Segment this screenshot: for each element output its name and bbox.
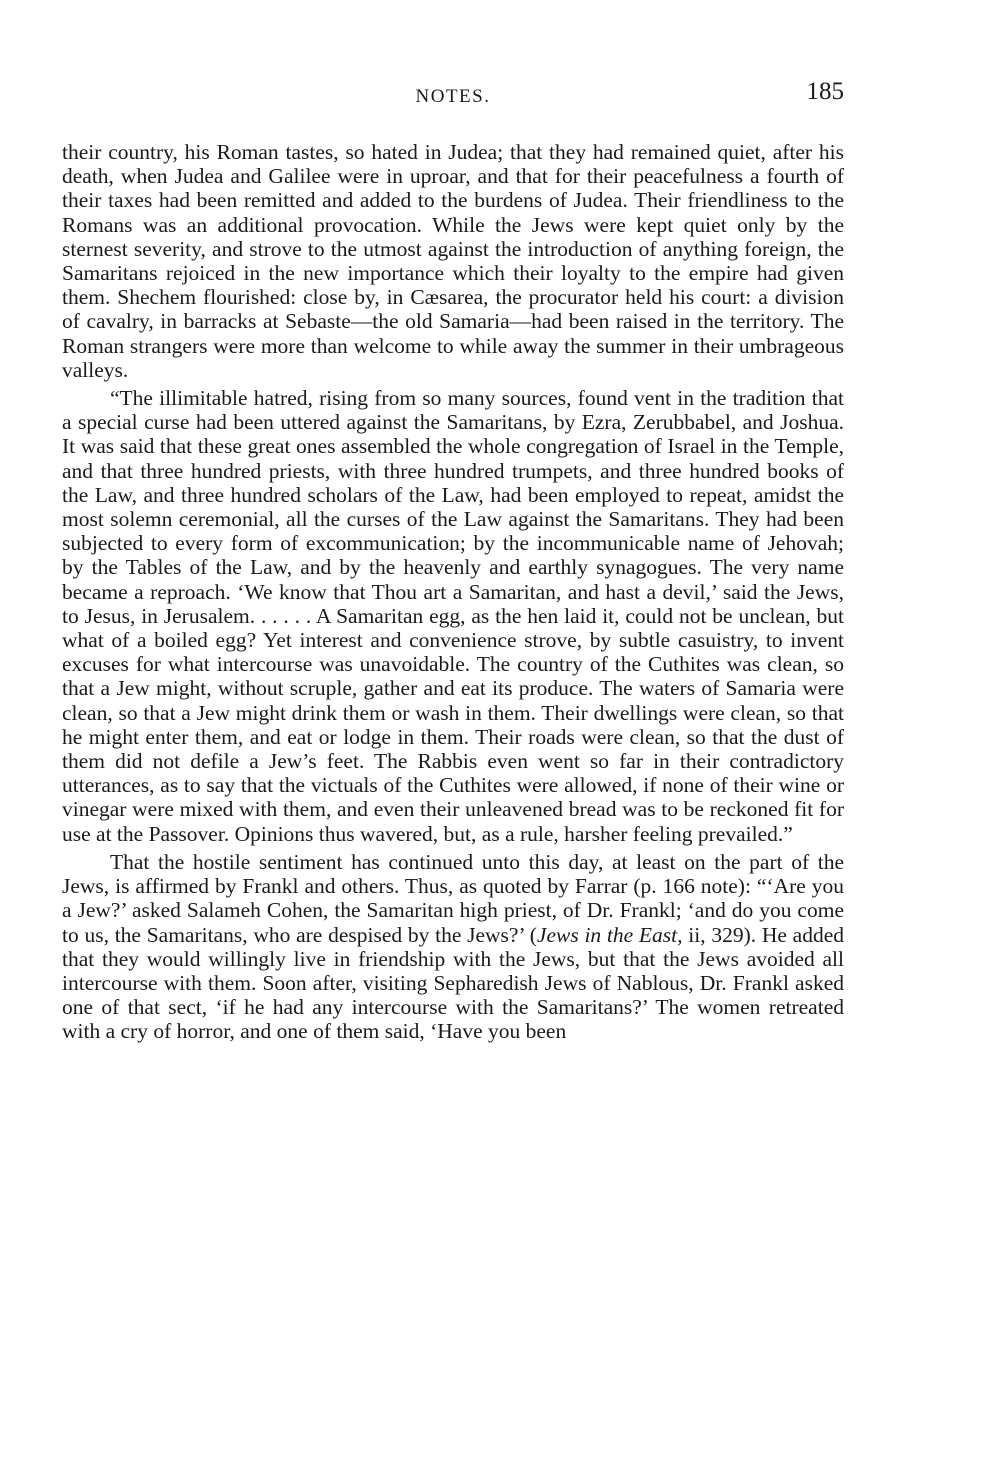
paragraph-2: “The illimitable hatred, rising from so many sources, found vent in the tradition that a special curse had been uttered against the Samaritans, by Ezra, Zerubbabel, and Joshua. It was said that these great ones assembled the whole congregation of Israel in the Temple, and that three hundred priests, with three hundred trumpets, and three hundred books of the Law, and three hundred scholars of the Law, had been employed to repeat, amidst the most solemn ceremonial, all the curses of the Law against the Samaritans. They had been subjected to every form of excommunication; by the incommunicable name of Jehovah; by the Tables of the Law, and by the heavenly and earthly synagogues. The very name became a reproach. ‘We know that Thou art a Samaritan, and hast a devil,’ said the Jews, to Jesus, in Jerusalem. . . . . . A Samaritan egg, as the hen laid it, could not be unclean, but what of a boiled egg? Yet interest and convenience strove, by subtle casuistry, to invent excuses for what intercourse was unavoidable. The country of the Cuthites was clean, so that a Jew might, without scruple, gather and eat its produce. The waters of Samaria were clean, so that a Jew might drink them or wash in them. Their dwellings were clean, so that he might enter them, and eat or lodge in them. Their roads were clean, so that the dust of them did not defile a Jew’s feet. The Rabbis even went so far in their contradictory utterances, as to say that the victuals of the Cuthites were allowed, if none of their wine or vinegar were mixed with them, and even their unleavened bread was to be reckoned fit for use at the Passover. Opinions thus wavered, but, as a rule, harsher feeling prevailed.” [62, 386, 844, 846]
paragraph-3 [62, 850, 844, 1044]
citation-title: Jews in the East, [536, 922, 683, 947]
paragraph-3-text-after: ii, 329). He added that they would willingly live in friendship with the Jews, but that the Jews avoided all intercourse with them. Soon after, visiting Sepharedish Jews of Nablous, Dr. Frankl asked one of that sect, ‘if he had any intercourse with the Samaritans?’ The women retreated with a cry of horror, and one of them said, ‘Have you been [62, 922, 844, 1044]
page-number: 185 [806, 78, 844, 105]
page-header [62, 78, 844, 112]
paragraph-1: their country, his Roman tastes, so hated in Judea; that they had remained quiet, after his death, when Judea and Galilee were in uproar, and that for their peacefulness a fourth of their taxes had been remitted and added to the burdens of Judea. Their friendliness to the Romans was an additional provocation. While the Jews were kept quiet only by the sternest severity, and strove to the utmost against the introduction of anything foreign, the Samaritans rejoiced in the new importance which their loyalty to the empire had given them. Shechem flourished: close by, in Cæsarea, the procurator held his court: a division of cavalry, in barracks at Sebaste—the old Samaria—had been raised in the territory. The Roman strangers were more than welcome to while away the summer in their umbrageous valleys. [62, 140, 844, 382]
book-page [62, 78, 844, 1044]
body-text [62, 140, 844, 1044]
paragraph-3-text-before: That the hostile sentiment has continued unto this day, at least on the part of the Jews, is affirmed by Frankl and others. Thus, as quoted by Farrar (p. 166 note): “‘Are you a Jew?’ asked Salameh Cohen, the Samaritan high priest, of Dr. Frankl; ‘and do you come to us, the Samaritans, who are despised by the Jews?’ ( [62, 849, 844, 947]
running-head: NOTES. [415, 86, 491, 107]
